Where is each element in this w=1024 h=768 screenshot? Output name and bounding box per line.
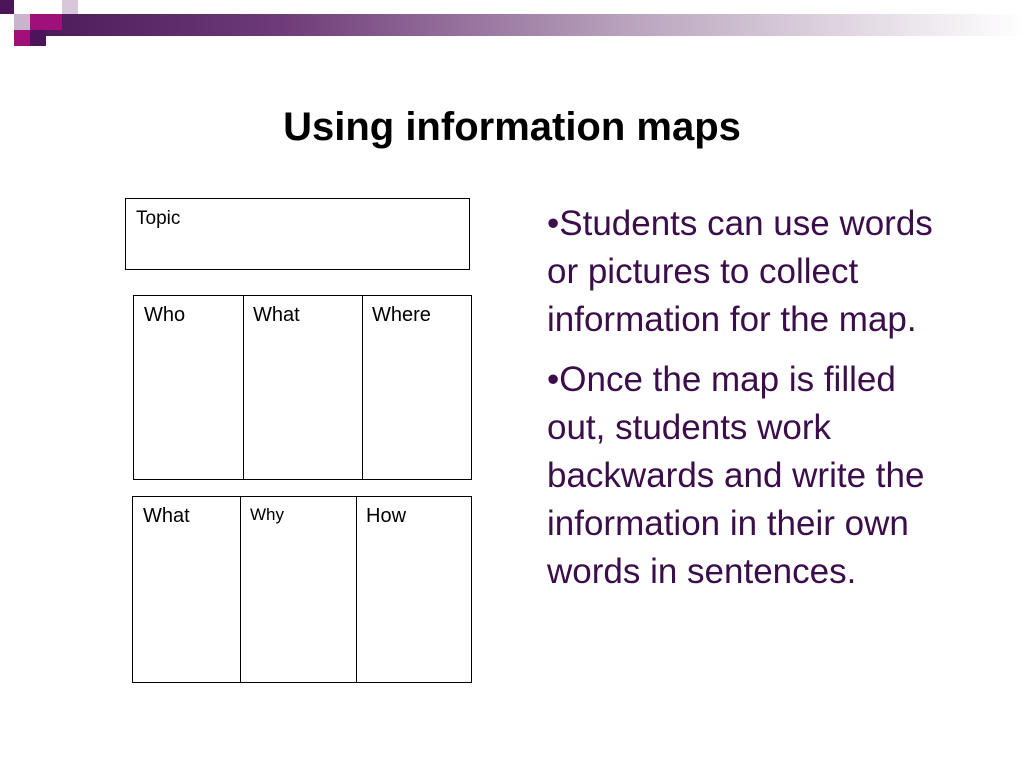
slide-title: Using information maps — [283, 105, 741, 149]
decorative-square — [62, 0, 78, 14]
grid-cell-label: How — [366, 505, 407, 527]
grid-cell-what — [243, 296, 362, 479]
decorative-square — [14, 14, 30, 30]
bullet-list — [547, 200, 947, 608]
bullet-item: •Students can use words or pictures to collect information for the map. — [547, 204, 933, 339]
bullet-item: •Once the map is filled out, students work backwards and write the information in their own words in sentences. — [547, 360, 925, 591]
topic-box — [125, 198, 470, 270]
grid-cell-label: What — [143, 505, 190, 527]
info-map-grid-bottom — [132, 496, 472, 683]
header-gradient-bar — [30, 14, 1024, 36]
grid-cell-label: Who — [144, 304, 186, 326]
grid-cell-who — [134, 296, 243, 479]
grid-cell-where — [362, 296, 472, 479]
grid-cell-label: What — [253, 304, 300, 326]
topic-label: Topic — [136, 208, 181, 229]
decorative-square — [14, 30, 30, 46]
decorative-square — [0, 0, 14, 14]
grid-cell-why — [240, 497, 356, 682]
grid-cell-label: Where — [372, 304, 431, 326]
decorative-square — [46, 14, 62, 30]
grid-cell-how — [356, 497, 472, 682]
decorative-square — [30, 30, 46, 46]
grid-cell-what — [133, 497, 240, 682]
info-map-grid-top — [133, 295, 472, 480]
decorative-square — [30, 14, 46, 30]
grid-cell-label: Why — [250, 505, 284, 524]
